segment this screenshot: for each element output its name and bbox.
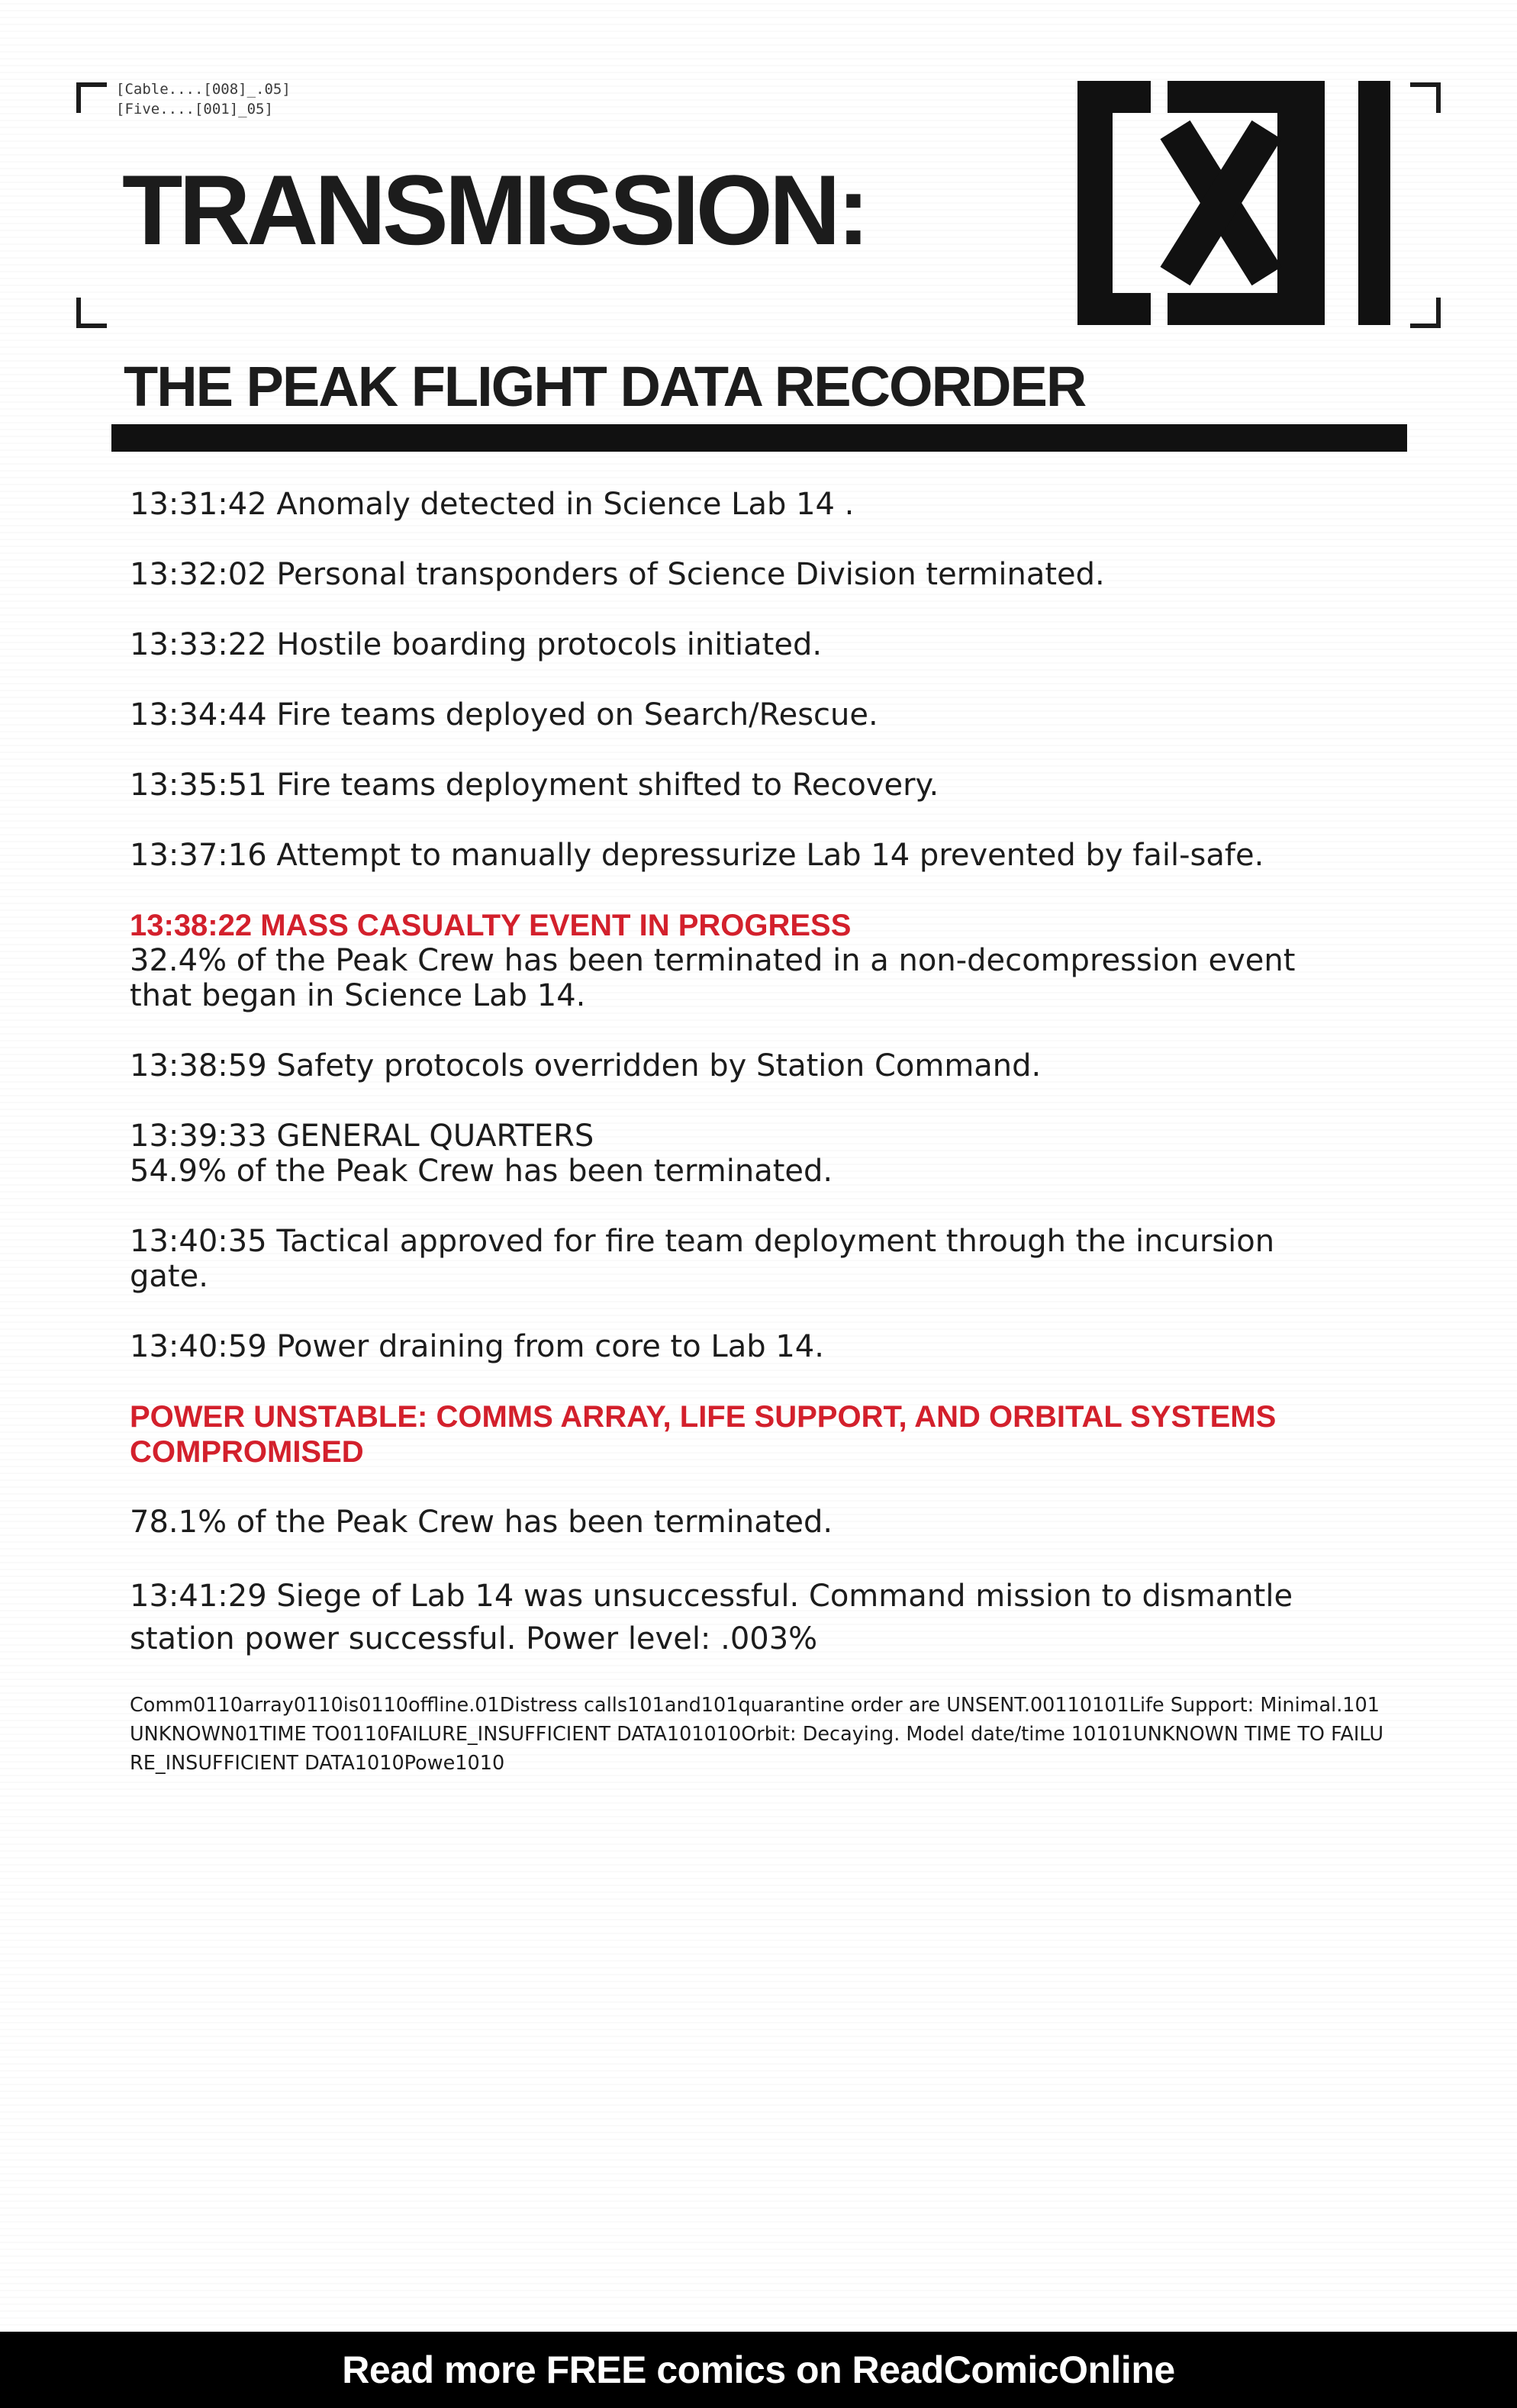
log-line: 13:41:29 Siege of Lab 14 was unsuccessful. Command mission to dismantle	[130, 1579, 1293, 1614]
page-title: TRANSMISSION:	[122, 154, 866, 266]
log-entry-alert	[130, 1399, 1389, 1470]
log-line: 13:39:33 GENERAL QUARTERS	[130, 1119, 594, 1154]
footer-banner[interactable]	[0, 2332, 1517, 2408]
footer-link[interactable]: Read more FREE comics on ReadComicOnline	[342, 2348, 1175, 2391]
frame-corner-top-left	[76, 82, 107, 113]
log-line: 13:31:42 Anomaly detected in Science Lab 14 .	[130, 487, 855, 522]
log-line: 13:40:35 Tactical approved for fire team deployment through the incursion	[130, 1224, 1275, 1259]
log-line: 54.9% of the Peak Crew has been terminated.	[130, 1154, 833, 1189]
log-line: station power successful. Power level: .003%	[130, 1621, 818, 1656]
log-line: 13:32:02 Personal transponders of Science Division terminated.	[130, 557, 1105, 592]
header-rule	[111, 424, 1407, 452]
log-line: 13:33:22 Hostile boarding protocols initiated.	[130, 627, 823, 662]
log-entry	[130, 1224, 1389, 1294]
log-line: 32.4% of the Peak Crew has been terminated in a non-decompression event	[130, 943, 1296, 978]
log-entry	[130, 487, 1389, 522]
log-line: that began in Science Lab 14.	[130, 978, 586, 1013]
x-men-logo	[1077, 81, 1390, 325]
page-subtitle: THE PEAK FLIGHT DATA RECORDER	[124, 355, 1086, 418]
log-entry	[130, 1505, 1389, 1540]
log-line: 13:38:59 Safety protocols overridden by Station Command.	[130, 1048, 1042, 1083]
frame-corner-bottom-right	[1410, 298, 1441, 328]
log-entry	[130, 1575, 1389, 1660]
file-code-line: [Five....[001]_05]	[116, 101, 273, 118]
log-line: 13:35:51 Fire teams deployment shifted to Recovery.	[130, 768, 939, 803]
alert-heading: COMPROMISED	[130, 1435, 364, 1469]
alert-heading: POWER UNSTABLE: COMMS ARRAY, LIFE SUPPORT, AND ORBITAL SYSTEMS	[130, 1400, 1277, 1434]
log-entry	[130, 627, 1389, 662]
binary-dump: Comm0110array0110is0110offline.01Distress calls101and101quarantine order are UNSENT.00110101Life Support: Minimal.101UNKNOWN01TIME TO0110FAILURE_INSUFFICIENT DATA101010Orbit: Decaying. Model date/time 10101UNKNOWN TIME TO FAILURE_INSUFFICIENT DATA1010Powe1010	[130, 1694, 1383, 1775]
alert-heading: 13:38:22 MASS CASUALTY EVENT IN PROGRESS	[130, 909, 852, 942]
log-entry-alert	[130, 908, 1389, 1013]
frame-corner-top-right	[1410, 82, 1441, 113]
log-line: gate.	[130, 1259, 208, 1294]
log-entry	[130, 1329, 1389, 1364]
log-entry	[130, 838, 1389, 873]
log-line: 78.1% of the Peak Crew has been terminated.	[130, 1505, 833, 1540]
file-codes	[116, 79, 291, 119]
log-entry	[130, 768, 1389, 803]
log-entry	[130, 1119, 1389, 1189]
log-entry	[130, 697, 1389, 732]
file-code-line: [Cable....[008]_.05]	[116, 81, 291, 98]
log-entry	[130, 557, 1389, 592]
log-entry	[130, 1048, 1389, 1083]
log-line: 13:37:16 Attempt to manually depressurize Lab 14 prevented by fail-safe.	[130, 838, 1264, 873]
log-line: 13:34:44 Fire teams deployed on Search/Rescue.	[130, 697, 878, 732]
frame-corner-bottom-left	[76, 298, 107, 328]
flight-log	[130, 487, 1389, 1695]
log-line: 13:40:59 Power draining from core to Lab 14.	[130, 1329, 824, 1364]
